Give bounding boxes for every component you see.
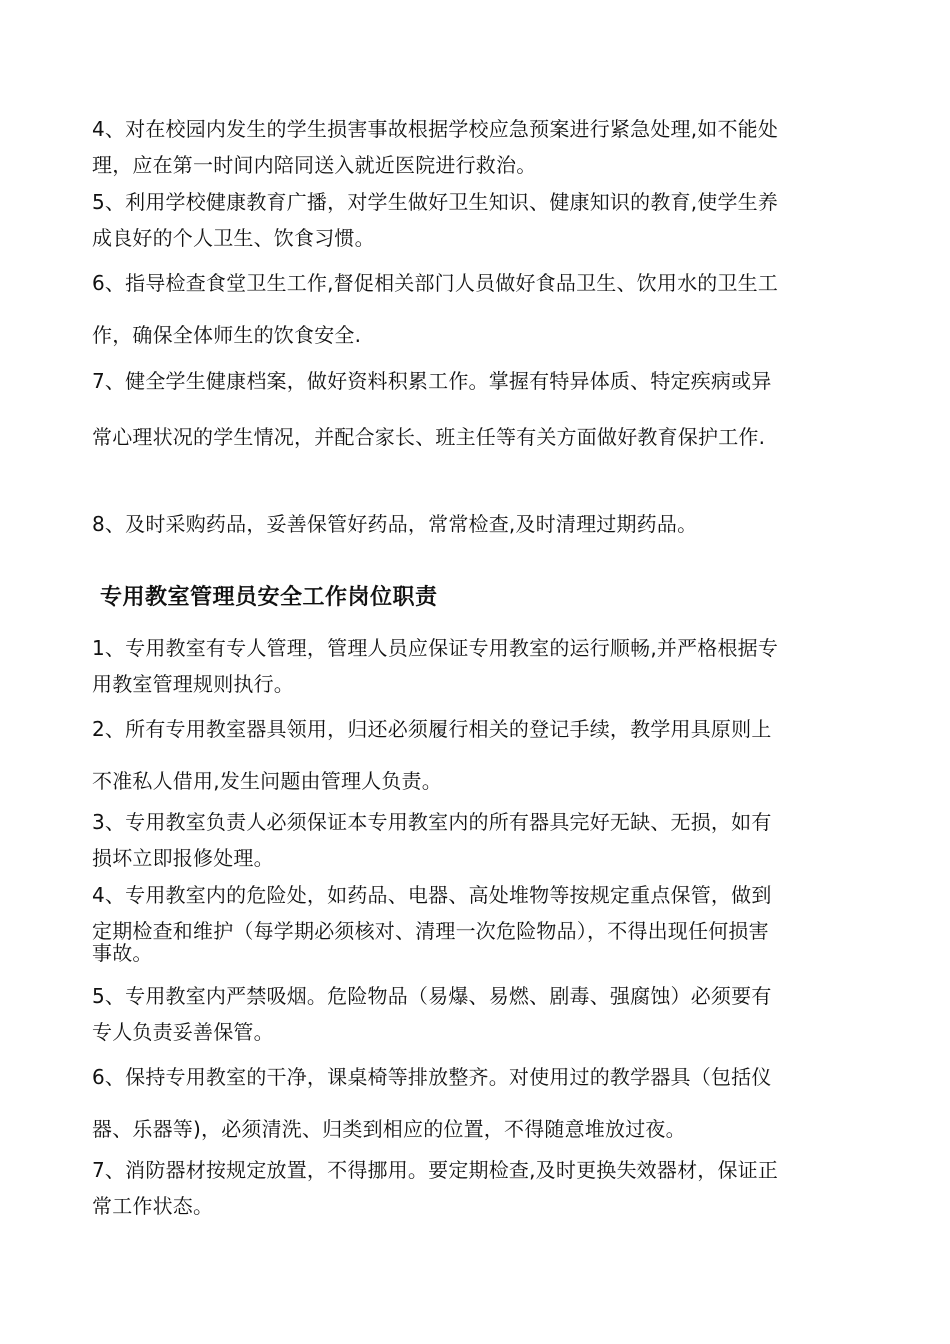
paragraph-item-7b <box>92 1152 862 1224</box>
paragraph-item-4b <box>92 877 862 971</box>
text-line: 8、及时采购药品，妥善保管好药品，常常检查,及时清理过期药品。 <box>92 512 698 536</box>
paragraph-item-4 <box>92 111 862 183</box>
paragraph-item-3 <box>92 804 862 876</box>
paragraph-item-5b <box>92 978 862 1050</box>
text-line: 5、专用教室内严禁吸烟。危险物品（易爆、易燃、剧毒、强腐蚀）必须要有 <box>92 984 772 1008</box>
text-line: 器、乐器等)，必须清洗、归类到相应的位置，不得随意堆放过夜。 <box>92 1117 686 1141</box>
paragraph-item-7 <box>92 353 862 465</box>
paragraph-item-2 <box>92 703 862 807</box>
section-heading: 专用教室管理员安全工作岗位职责 <box>100 585 438 610</box>
text-line: 7、健全学生健康档案，做好资料积累工作。掌握有特异体质、特定疾病或异 <box>92 369 772 393</box>
text-line: 4、对在校园内发生的学生损害事故根据学校应急预案进行紧急处理,如不能处 <box>92 117 779 141</box>
text-line: 4、专用教室内的危险处，如药品、电器、高处堆物等按规定重点保管，做到 <box>92 883 772 907</box>
text-line: 5、利用学校健康教育广播，对学生做好卫生知识、健康知识的教育,使学生养 <box>92 190 779 214</box>
text-line: 7、消防器材按规定放置，不得挪用。要定期检查,及时更换失效器材，保证正 <box>92 1158 779 1182</box>
text-line: 1、专用教室有专人管理，管理人员应保证专用教室的运行顺畅,并严格根据专 <box>92 636 779 660</box>
text-line: 事故。 <box>92 941 153 965</box>
text-line: 专人负责妥善保管。 <box>92 1020 274 1044</box>
text-line: 6、指导检查食堂卫生工作,督促相关部门人员做好食品卫生、饮用水的卫生工 <box>92 271 779 295</box>
paragraph-item-1 <box>92 630 862 702</box>
text-line: 理，应在第一时间内陪同送入就近医院进行救治。 <box>92 153 537 177</box>
text-line: 用教室管理规则执行。 <box>92 672 294 696</box>
paragraph-item-8 <box>92 506 862 542</box>
paragraph-item-5 <box>92 184 862 256</box>
text-line: 常工作状态。 <box>92 1194 214 1218</box>
paragraph-item-6 <box>92 257 862 361</box>
text-line: 2、所有专用教室器具领用，归还必须履行相关的登记手续，教学用具原则上 <box>92 717 772 741</box>
text-line: 常心理状况的学生情况，并配合家长、班主任等有关方面做好教育保护工作. <box>92 425 766 449</box>
text-line: 损坏立即报修处理。 <box>92 846 274 870</box>
text-line: 3、专用教室负责人必须保证本专用教室内的所有器具完好无缺、无损，如有 <box>92 810 772 834</box>
paragraph-item-6b <box>92 1051 862 1155</box>
text-line: 作，确保全体师生的饮食安全. <box>92 323 362 347</box>
text-line: 不准私人借用,发生问题由管理人负责。 <box>92 769 442 793</box>
text-line: 成良好的个人卫生、饮食习惯。 <box>92 226 375 250</box>
text-line: 定期检查和维护（每学期必须核对、清理一次危险物品），不得出现任何损害 <box>92 919 769 943</box>
text-line: 6、保持专用教室的干净，课桌椅等排放整齐。对使用过的教学器具（包括仪 <box>92 1065 772 1089</box>
